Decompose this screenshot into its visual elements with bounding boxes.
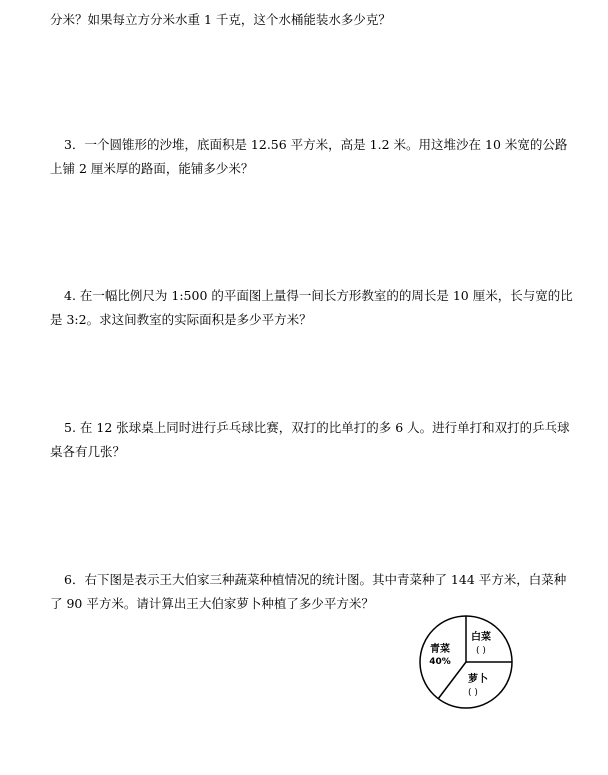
problem-4-line-2: 是 3:2。求这间教室的实际面积是多少平方米？ (50, 312, 312, 327)
slice-value-qingcai: 40% (429, 657, 451, 667)
problem-5-line-1: 5. 在 12 张球桌上同时进行乒乓球比赛，双打的比单打的多 6 人。进行单打和双打的乒乓球 (64, 420, 570, 435)
problem-5-line-2: 桌各有几张？ (50, 444, 126, 459)
problem-6-line-2: 了 90 平方米。请计算出王大伯家萝卜种植了多少平方米？ (50, 596, 374, 611)
slice-label-qingcai: 青菜 (430, 644, 450, 655)
slice-label-baicai: 白菜 (471, 632, 491, 643)
problem-2-continuation: 分米？如果每立方分米水重 1 千克，这个水桶能装水多少克？ (50, 12, 391, 27)
problem-3-line-2: 上铺 2 厘米厚的路面，能铺多少米？ (50, 161, 254, 176)
problem-4-line-1: 4. 在一幅比例尺为 1:500 的平面图上量得一间长方形教室的的周长是 10 厘米，长与宽的比 (64, 288, 573, 303)
vegetable-pie-chart (416, 612, 516, 712)
pie-svg (416, 612, 516, 712)
slice-value-luobo: ( ) (468, 688, 478, 698)
problem-6-line-1: 6．右下图是表示王大伯家三种蔬菜种植情况的统计图。其中青菜种了 144 平方米，白菜种 (64, 572, 567, 587)
slice-value-baicai: ( ) (476, 646, 486, 656)
slice-label-luobo: 萝卜 (468, 674, 488, 685)
problem-3-line-1: 3．一个圆锥形的沙堆，底面积是 12.56 平方米，高是 1.2 米。用这堆沙在 10 米宽的公路 (64, 137, 568, 152)
